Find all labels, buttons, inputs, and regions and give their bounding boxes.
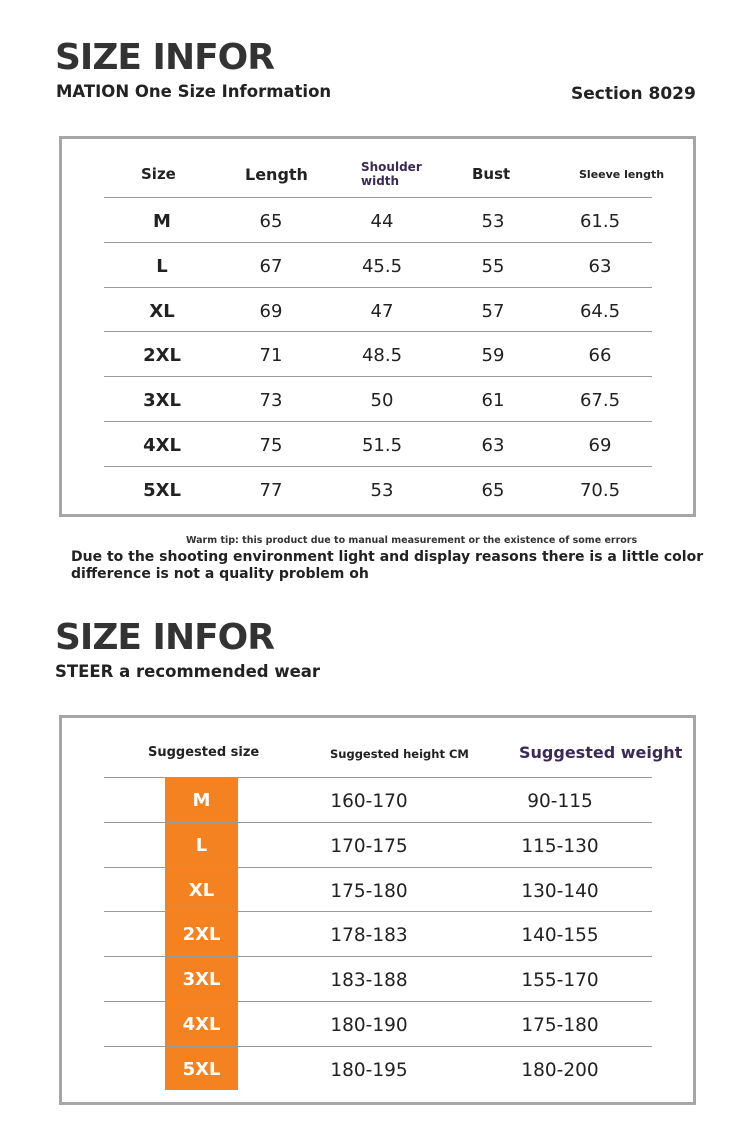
header-suggested-height: Suggested height CM — [330, 747, 469, 761]
cell-length: 67 — [259, 255, 283, 277]
section2-subtitle: STEER a recommended wear — [55, 662, 321, 681]
row-divider — [104, 1001, 652, 1002]
cell-suggested-height: 160-170 — [330, 791, 408, 812]
cell-suggested-height: 180-190 — [330, 1015, 408, 1036]
cell-shoulder: 53 — [370, 479, 394, 501]
section1-title: SIZE INFOR — [55, 37, 274, 78]
cell-bust: 65 — [481, 479, 505, 501]
cell-suggested-height: 183-188 — [330, 970, 408, 992]
cell-bust: 55 — [481, 255, 505, 277]
cell-bust: 63 — [481, 435, 505, 456]
section-number: Section 8029 — [571, 84, 696, 104]
cell-suggested-size: M — [192, 790, 211, 811]
cell-suggested-height: 175-180 — [330, 880, 408, 902]
cell-size: 5XL — [143, 479, 181, 501]
header-shoulder-width: Shoulder width — [361, 160, 422, 188]
section1-subtitle: MATION One Size Information — [56, 82, 332, 101]
cell-suggested-height: 180-195 — [330, 1059, 408, 1081]
cell-size: 4XL — [143, 435, 181, 456]
cell-shoulder: 47 — [370, 300, 394, 322]
cell-shoulder: 45.5 — [361, 255, 403, 277]
cell-suggested-size: 5XL — [182, 1058, 221, 1080]
cell-size: XL — [149, 300, 175, 322]
cell-bust: 61 — [481, 390, 505, 412]
cell-suggested-weight: 115-130 — [521, 835, 599, 857]
cell-sleeve: 69 — [588, 435, 612, 456]
cell-sleeve: 61.5 — [579, 211, 621, 232]
cell-suggested-height: 170-175 — [330, 835, 408, 857]
note-line-1: Due to the shooting environment light and display reasons there is a little color — [71, 549, 704, 565]
cell-suggested-size: XL — [188, 879, 215, 901]
cell-suggested-weight: 140-155 — [521, 925, 599, 947]
cell-suggested-weight: 130-140 — [521, 880, 599, 902]
section2-title: SIZE INFOR — [55, 617, 274, 658]
row-divider — [104, 242, 652, 243]
cell-suggested-size: 3XL — [182, 969, 221, 991]
header-length: Length — [245, 165, 308, 184]
cell-shoulder: 44 — [370, 211, 394, 232]
row-divider — [104, 287, 652, 288]
header-divider — [104, 197, 652, 198]
cell-suggested-weight: 90-115 — [527, 791, 593, 812]
cell-length: 69 — [259, 300, 283, 322]
cell-suggested-height: 178-183 — [330, 925, 408, 947]
cell-sleeve: 67.5 — [579, 390, 621, 412]
note-line-2: difference is not a quality problem oh — [71, 566, 369, 582]
cell-length: 73 — [259, 390, 283, 412]
row-divider — [104, 466, 652, 467]
cell-shoulder: 50 — [370, 390, 394, 412]
cell-suggested-weight: 180-200 — [521, 1059, 599, 1081]
row-divider — [104, 867, 652, 868]
cell-suggested-size: 4XL — [182, 1014, 221, 1035]
cell-bust: 59 — [481, 345, 505, 367]
cell-shoulder: 48.5 — [361, 345, 403, 367]
header-bust: Bust — [472, 165, 511, 183]
row-divider — [104, 822, 652, 823]
cell-suggested-weight: 175-180 — [521, 1015, 599, 1036]
size-table-frame — [59, 136, 696, 517]
cell-length: 65 — [259, 211, 283, 232]
header-size: Size — [141, 165, 176, 183]
row-divider — [104, 911, 652, 912]
cell-sleeve: 63 — [588, 255, 612, 277]
row-divider — [104, 421, 652, 422]
cell-length: 75 — [259, 435, 283, 456]
cell-shoulder: 51.5 — [361, 435, 403, 456]
cell-bust: 57 — [481, 300, 505, 322]
row-divider — [104, 1046, 652, 1047]
cell-sleeve: 66 — [588, 345, 612, 367]
cell-sleeve: 64.5 — [579, 300, 621, 322]
cell-sleeve: 70.5 — [579, 479, 621, 501]
header-suggested-size: Suggested size — [148, 745, 260, 760]
cell-bust: 53 — [481, 211, 505, 232]
cell-size: 2XL — [143, 345, 181, 367]
cell-suggested-weight: 155-170 — [521, 970, 599, 992]
cell-size: 3XL — [143, 390, 181, 412]
header-sleeve-length: Sleeve length — [579, 168, 665, 181]
cell-size: M — [153, 211, 171, 232]
warm-tip: Warm tip: this product due to manual measurement or the existence of some errors — [186, 535, 638, 546]
cell-suggested-size: L — [195, 834, 208, 856]
cell-size: L — [156, 255, 168, 277]
header-suggested-weight: Suggested weight — [519, 743, 683, 762]
cell-length: 77 — [259, 479, 283, 501]
row-divider — [104, 331, 652, 332]
row-divider — [104, 956, 652, 957]
row-divider — [104, 376, 652, 377]
cell-length: 71 — [259, 345, 283, 367]
cell-suggested-size: 2XL — [182, 924, 221, 946]
